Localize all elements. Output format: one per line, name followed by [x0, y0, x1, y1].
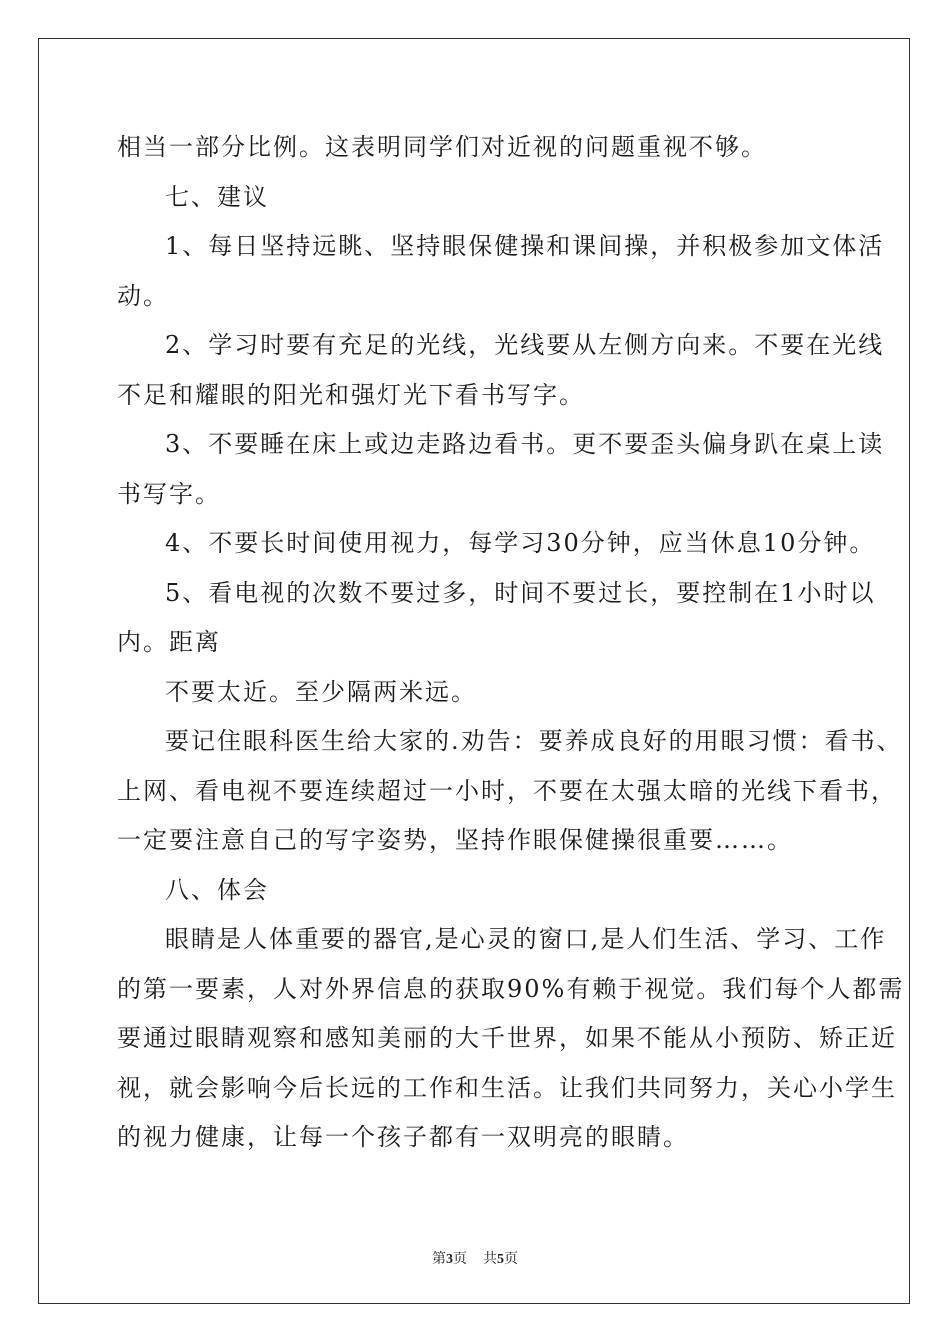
text-line: 不足和耀眼的阳光和强灯光下看书写字。 — [117, 380, 585, 409]
text-line: 要通过眼睛观察和感知美丽的大千世界，如果不能从小预防、矫正近 — [117, 1024, 897, 1052]
section-heading-reflection: 八、体会 — [165, 875, 269, 904]
document-body — [117, 123, 905, 1163]
text-line: 相当一部分比例。这表明同学们对近视的问题重视不够。 — [117, 133, 767, 161]
text-line: 上网、看电视不要连续超过一小时，不要在太强太暗的光线下看书， — [117, 776, 897, 805]
text-line: 书写字。 — [117, 479, 221, 508]
text-line: 动。 — [117, 281, 169, 310]
text-line: 眼睛是人体重要的器官,是心灵的窗口,是人们生活、学习、工作 — [165, 925, 887, 953]
text-line: 5、看电视的次数不要过多，时间不要过长，要控制在1小时以 — [165, 578, 876, 607]
page-footer — [0, 1248, 950, 1268]
text-line: 内。距离 — [117, 628, 221, 656]
text-line: 的视力健康，让每一个孩子都有一双明亮的眼睛。 — [117, 1123, 689, 1151]
page-total: 共5页 — [483, 1252, 518, 1267]
text-line: 要记住眼科医生给大家的.劝告：要养成良好的用眼习惯：看书、 — [165, 727, 903, 755]
text-line: 不要太近。至少隔两米远。 — [165, 677, 477, 706]
section-heading-suggestions: 七、建议 — [165, 182, 269, 211]
text-line: 一定要注意自己的写字姿势，坚持作眼保健操很重要……。 — [117, 826, 793, 854]
page-number: 第3页 — [432, 1252, 467, 1267]
text-line: 3、不要睡在床上或边走路边看书。更不要歪头偏身趴在桌上读 — [165, 430, 885, 458]
text-line: 视，就会影响今后长远的工作和生活。让我们共同努力，关心小学生 — [117, 1073, 897, 1102]
text-line: 4、不要长时间使用视力，每学习30分钟，应当休息10分钟。 — [165, 529, 876, 557]
text-line: 2、学习时要有充足的光线，光线要从左侧方向来。不要在光线 — [165, 331, 885, 359]
text-line: 的第一要素，人对外界信息的获取90%有赖于视觉。我们每个人都需 — [117, 974, 905, 1003]
text-line: 1、每日坚持远眺、坚持眼保健操和课间操，并积极参加文体活 — [165, 232, 885, 260]
